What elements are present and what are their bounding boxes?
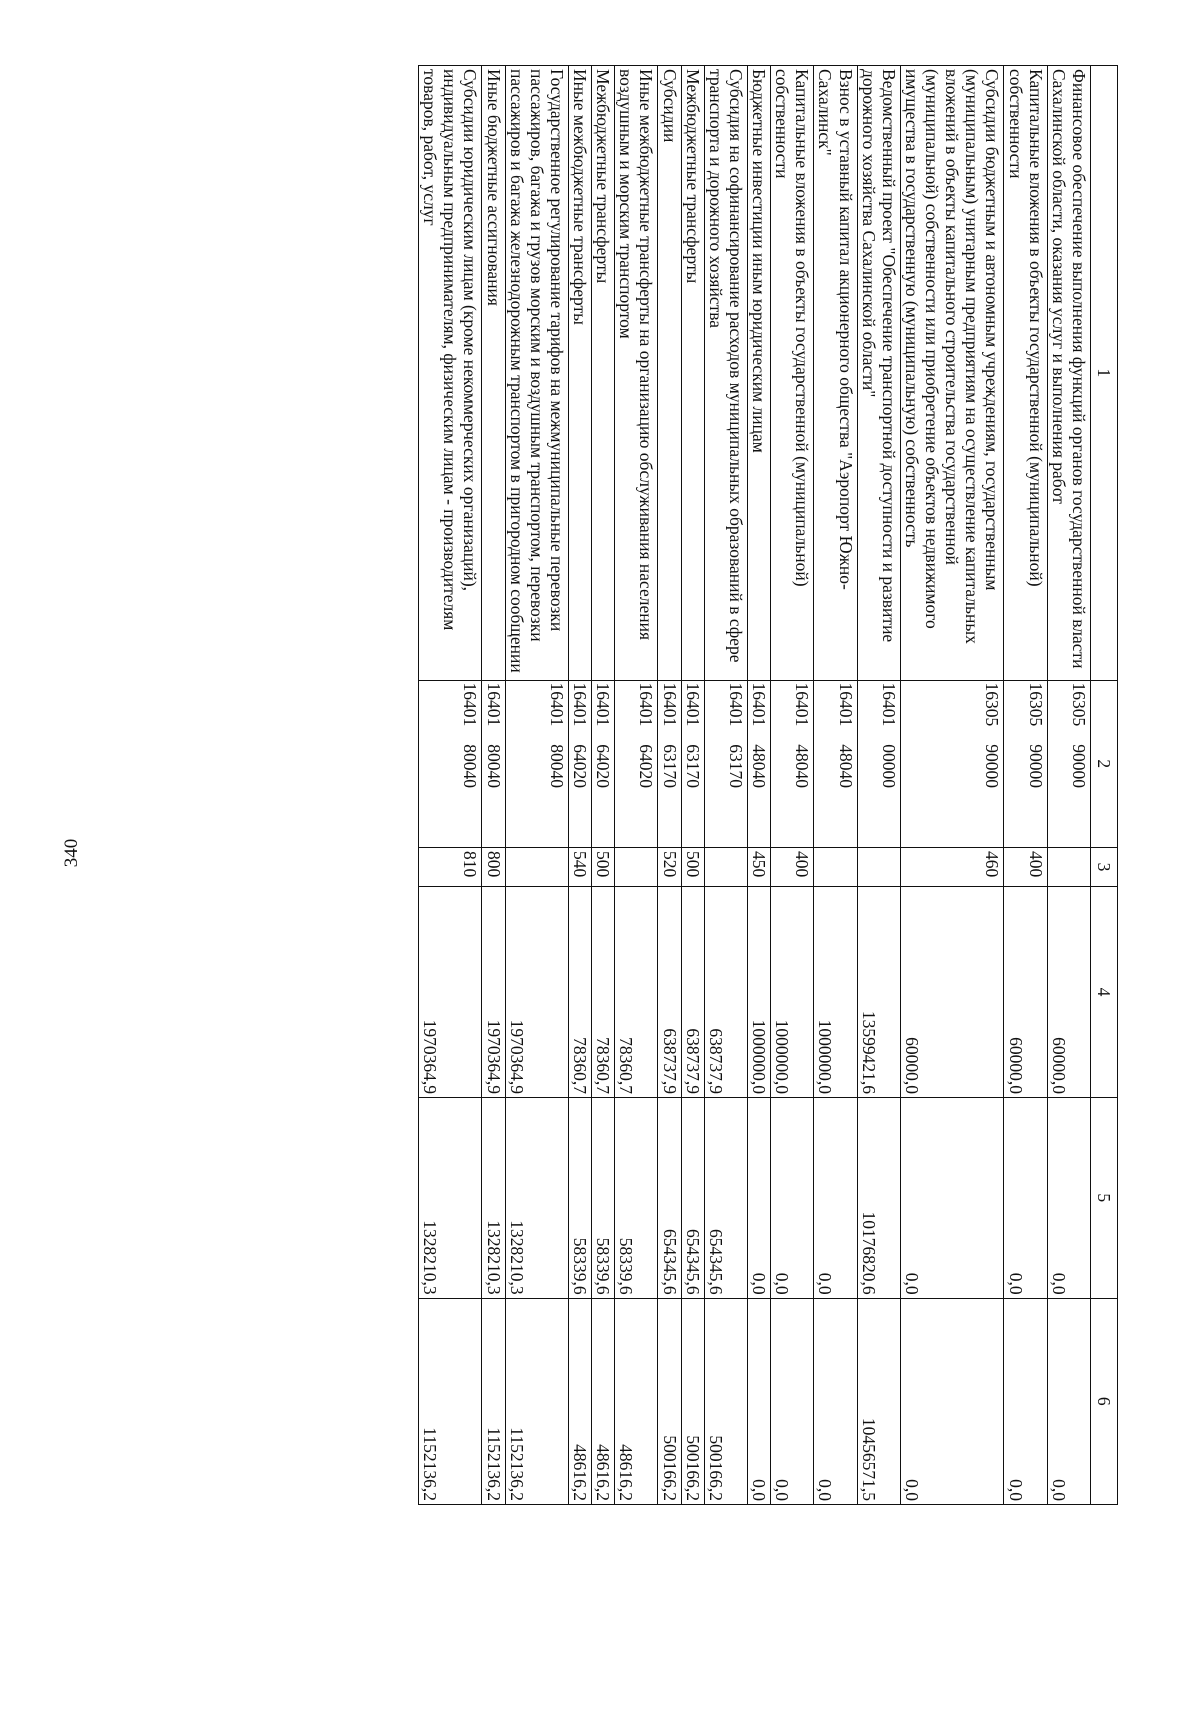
- table-row: [615, 66, 658, 1505]
- row-value-col4: 1970364,9: [419, 886, 482, 1097]
- row-value-col5: 0,0: [1004, 1098, 1047, 1299]
- header-col-4: 4: [1091, 886, 1118, 1097]
- code-direction: 80040: [547, 744, 567, 789]
- row-value-col4: 78360,7: [592, 886, 615, 1097]
- row-expense-type: 520: [658, 848, 681, 887]
- row-value-col5: 0,0: [814, 1098, 857, 1299]
- row-value-col4: 78360,7: [615, 886, 658, 1097]
- code-direction: 64020: [570, 744, 591, 789]
- rotated-page: [118, 65, 1118, 1505]
- row-name: Финансовое обеспечение выполнения функций органов государственной власти Сахалинской области, оказания услуг и выполнения работ: [1047, 66, 1090, 681]
- row-name: Государственное регулирование тарифов на межмуниципальные перевозки пассажиров, багажа и грузов морским и воздушным транспортом, перевозки пассажиров и багажа железнодорожным транспортом в пригородном сообщении: [505, 66, 568, 681]
- row-code: [569, 680, 592, 847]
- row-value-col5: 10176820,6: [857, 1098, 900, 1299]
- table-row: [857, 66, 900, 1505]
- code-program: 16401: [682, 682, 703, 727]
- row-expense-type: 800: [482, 848, 505, 887]
- row-expense-type: 540: [569, 848, 592, 887]
- row-value-col6: 0,0: [900, 1298, 1004, 1504]
- table-row: [1047, 66, 1090, 1505]
- page-number: 340: [61, 838, 82, 868]
- row-name: Взнос в уставный капитал акционерного общества "Аэропорт Южно-Сахалинск": [814, 66, 857, 681]
- row-name: Субсидии бюджетным и автономным учреждениям, государственным (муниципальным) унитарным предприятиям на осуществление капитальных вложений в объекты капитального строительства государственной (муниципальной) собственности или приобретение объектов недвижимого имущества в государственную (муниципальную) собственность: [900, 66, 1004, 681]
- table-row: [814, 66, 857, 1505]
- row-name: Капитальные вложения в объекты государственной (муниципальной) собственности: [1004, 66, 1047, 681]
- code-direction: 48040: [749, 744, 770, 789]
- header-col-1: 1: [1091, 66, 1118, 681]
- row-value-col4: 60000,0: [900, 886, 1004, 1097]
- header-col-3: 3: [1091, 848, 1118, 887]
- row-code: [592, 680, 615, 847]
- row-value-col5: 58339,6: [569, 1098, 592, 1299]
- table-row: [658, 66, 681, 1505]
- row-value-col4: 1000000,0: [814, 886, 857, 1097]
- table-row: [704, 66, 747, 1505]
- row-value-col5: 654345,6: [658, 1098, 681, 1299]
- row-name: Ведомственный проект "Обеспечение транспортной доступности и развитие дорожного хозяйства Сахалинской области": [857, 66, 900, 681]
- code-direction: 48040: [835, 744, 856, 789]
- row-name: Субсидии: [658, 66, 681, 681]
- row-expense-type: 460: [900, 848, 1004, 887]
- code-direction: 90000: [1069, 744, 1089, 789]
- row-name: Межбюджетные трансферты: [592, 66, 615, 681]
- row-value-col6: 48616,2: [592, 1298, 615, 1504]
- row-code: [857, 680, 900, 847]
- table-row: [748, 66, 771, 1505]
- table-row: [592, 66, 615, 1505]
- row-name: Иные бюджетные ассигнования: [482, 66, 505, 681]
- row-value-col4: 638737,9: [704, 886, 747, 1097]
- row-name: Иные межбюджетные трансферты: [569, 66, 592, 681]
- row-value-col6: 48616,2: [569, 1298, 592, 1504]
- row-name: Субсидии юридическим лицам (кроме некоммерческих организаций), индивидуальным предпринимателям, физическим лицам - производителям товаров, работ, услуг: [419, 66, 482, 681]
- row-code: [771, 680, 814, 847]
- row-value-col5: 58339,6: [592, 1098, 615, 1299]
- row-value-col6: 0,0: [814, 1298, 857, 1504]
- row-value-col5: 1328210,3: [505, 1098, 568, 1299]
- row-value-col4: 78360,7: [569, 886, 592, 1097]
- row-value-col4: 60000,0: [1004, 886, 1047, 1097]
- code-program: 16305: [1069, 682, 1089, 727]
- code-direction: 63170: [659, 744, 680, 789]
- code-program: 16401: [792, 682, 813, 727]
- row-value-col4: 1000000,0: [771, 886, 814, 1097]
- row-name: Межбюджетные трансферты: [681, 66, 704, 681]
- code-program: 16401: [878, 682, 899, 727]
- code-program: 16401: [726, 682, 746, 727]
- row-value-col6: 0,0: [1004, 1298, 1047, 1504]
- table-row: [681, 66, 704, 1505]
- row-name: Субсидия на софинансирование расходов муниципальных образований в сфере транспорта и дорожного хозяйства: [704, 66, 747, 681]
- table-row: [419, 66, 482, 1505]
- code-direction: 64020: [636, 744, 657, 789]
- code-program: 16401: [749, 682, 770, 727]
- code-direction: 63170: [682, 744, 703, 789]
- row-value-col5: 0,0: [900, 1098, 1004, 1299]
- code-program: 16401: [659, 682, 680, 727]
- row-expense-type: 500: [592, 848, 615, 887]
- row-expense-type: 450: [748, 848, 771, 887]
- row-code: [505, 680, 568, 847]
- code-program: 16401: [835, 682, 856, 727]
- row-value-col6: 1152136,2: [505, 1298, 568, 1504]
- row-code: [658, 680, 681, 847]
- table-body: [419, 66, 1091, 1505]
- row-expense-type: [1047, 848, 1090, 887]
- row-code: [419, 680, 482, 847]
- code-direction: 90000: [982, 744, 1003, 789]
- row-value-col5: 0,0: [771, 1098, 814, 1299]
- row-code: [900, 680, 1004, 847]
- row-value-col4: 1000000,0: [748, 886, 771, 1097]
- code-direction: 80040: [460, 744, 481, 789]
- table-row: [1004, 66, 1047, 1505]
- row-value-col6: 1152136,2: [419, 1298, 482, 1504]
- row-name: Бюджетные инвестиции иным юридическим лицам: [748, 66, 771, 681]
- row-code: [615, 680, 658, 847]
- row-value-col6: 48616,2: [615, 1298, 658, 1504]
- row-expense-type: [814, 848, 857, 887]
- row-value-col6: 0,0: [1047, 1298, 1090, 1504]
- code-direction: 00000: [878, 744, 899, 789]
- header-col-5: 5: [1091, 1098, 1118, 1299]
- table-row: [771, 66, 814, 1505]
- row-expense-type: 810: [419, 848, 482, 887]
- code-program: 16401: [636, 682, 657, 727]
- row-code: [704, 680, 747, 847]
- row-value-col5: 654345,6: [681, 1098, 704, 1299]
- row-expense-type: [615, 848, 658, 887]
- table-row: [482, 66, 505, 1505]
- row-value-col6: 0,0: [748, 1298, 771, 1504]
- row-value-col6: 500166,2: [681, 1298, 704, 1504]
- budget-table: [418, 65, 1118, 1505]
- row-value-col4: 1970364,9: [505, 886, 568, 1097]
- row-expense-type: [704, 848, 747, 887]
- row-code: [1004, 680, 1047, 847]
- row-code: [748, 680, 771, 847]
- row-value-col6: 0,0: [771, 1298, 814, 1504]
- code-program: 16401: [570, 682, 591, 727]
- row-value-col5: 1328210,3: [482, 1098, 505, 1299]
- row-value-col5: 58339,6: [615, 1098, 658, 1299]
- row-name: Иные межбюджетные трансферты на организацию обслуживания населения воздушным и морским транспортом: [615, 66, 658, 681]
- row-value-col5: 0,0: [748, 1098, 771, 1299]
- row-expense-type: 500: [681, 848, 704, 887]
- code-program: 16401: [483, 682, 504, 727]
- header-col-6: 6: [1091, 1298, 1118, 1504]
- row-value-col6: 500166,2: [704, 1298, 747, 1504]
- row-value-col5: 1328210,3: [419, 1098, 482, 1299]
- row-value-col5: 0,0: [1047, 1098, 1090, 1299]
- header-col-2: 2: [1091, 680, 1118, 847]
- code-program: 16305: [982, 682, 1003, 727]
- row-value-col4: 638737,9: [658, 886, 681, 1097]
- row-value-col4: 13599421,6: [857, 886, 900, 1097]
- row-expense-type: [505, 848, 568, 887]
- code-direction: 80040: [483, 744, 504, 789]
- table-row: [505, 66, 568, 1505]
- row-value-col6: 500166,2: [658, 1298, 681, 1504]
- row-value-col4: 638737,9: [681, 886, 704, 1097]
- row-code: [482, 680, 505, 847]
- header-row: [1091, 66, 1118, 1505]
- code-direction: 90000: [1025, 744, 1046, 789]
- code-program: 16305: [1025, 682, 1046, 727]
- row-name: Капитальные вложения в объекты государственной (муниципальной) собственности: [771, 66, 814, 681]
- code-program: 16401: [460, 682, 481, 727]
- row-expense-type: 400: [1004, 848, 1047, 887]
- table-row: [569, 66, 592, 1505]
- code-program: 16401: [547, 682, 567, 727]
- row-code: [814, 680, 857, 847]
- row-code: [1047, 680, 1090, 847]
- row-value-col6: 1152136,2: [482, 1298, 505, 1504]
- row-value-col4: 1970364,9: [482, 886, 505, 1097]
- row-expense-type: 400: [771, 848, 814, 887]
- table-row: [900, 66, 1004, 1505]
- row-value-col4: 60000,0: [1047, 886, 1090, 1097]
- code-program: 16401: [593, 682, 614, 727]
- code-direction: 63170: [726, 744, 746, 789]
- row-code: [681, 680, 704, 847]
- row-value-col5: 654345,6: [704, 1098, 747, 1299]
- row-expense-type: [857, 848, 900, 887]
- row-value-col6: 10456571,5: [857, 1298, 900, 1504]
- code-direction: 64020: [593, 744, 614, 789]
- code-direction: 48040: [792, 744, 813, 789]
